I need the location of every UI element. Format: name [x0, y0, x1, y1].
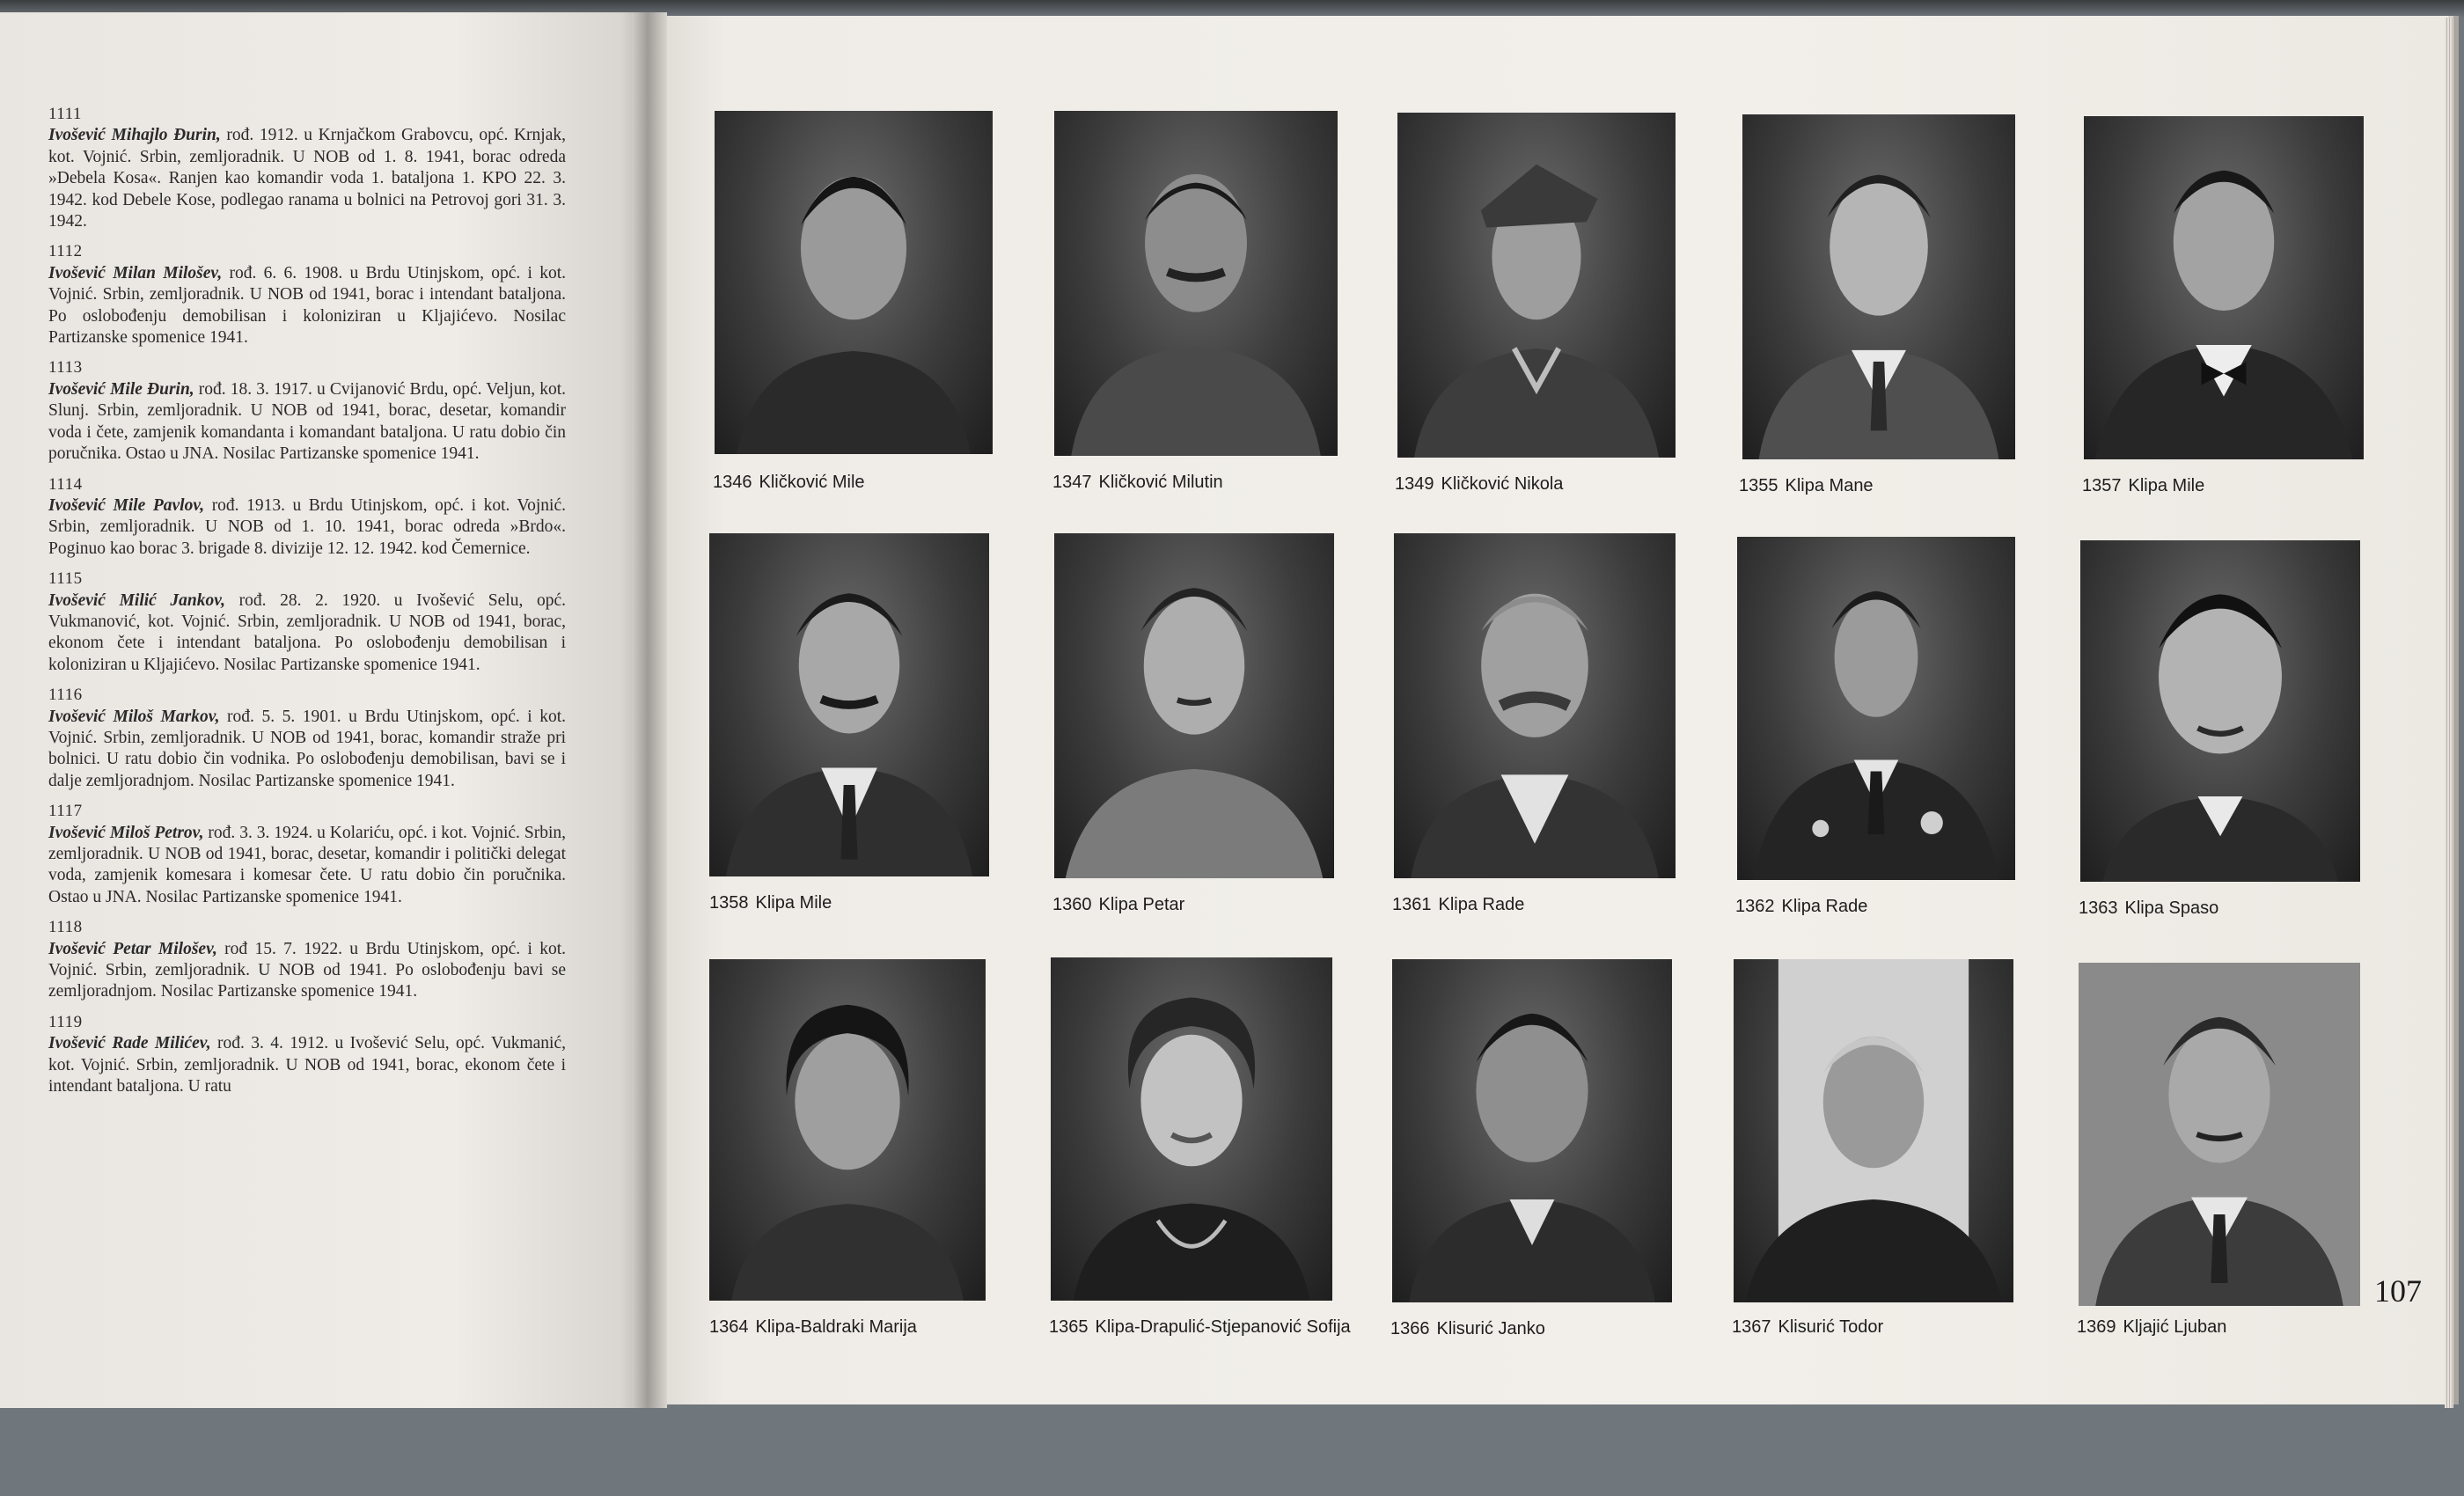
book-gutter [632, 12, 667, 1408]
entry-text [48, 263, 566, 349]
caption-name: Klipa Petar [1098, 895, 1185, 914]
entry-text [48, 1033, 566, 1097]
portrait-photo [709, 959, 986, 1301]
portrait-caption [1739, 475, 2029, 496]
biography-entry [48, 801, 566, 908]
biography-entry [48, 568, 566, 676]
entry-text [48, 707, 566, 793]
caption-name: Klipa-Baldraki Marija [755, 1317, 917, 1337]
portrait-photo [1737, 537, 2015, 880]
page-number: 107 [2374, 1273, 2422, 1309]
caption-name: Kličković Milutin [1098, 473, 1223, 492]
entry-text [48, 590, 566, 677]
caption-name: Kljajić Ljuban [2123, 1317, 2227, 1337]
caption-number: 1346 [713, 473, 752, 492]
portrait-photo [1054, 111, 1338, 456]
caption-number: 1357 [2082, 476, 2122, 495]
caption-number: 1349 [1395, 474, 1434, 494]
entry-text [48, 495, 566, 560]
portrait-caption [713, 472, 1003, 493]
caption-name: Klipa Mile [2128, 476, 2205, 495]
entry-name: Ivošević Miloš Petrov, [48, 823, 204, 842]
caption-number: 1366 [1390, 1319, 1430, 1338]
entry-text [48, 823, 566, 909]
entry-body: rođ. 28. 2. 1920. u Ivošević Selu, opć. Vukmanović, kot. Vojnić. Srbin, zemljoradnik. U NOB od 1941, borac, ekonom čete i intendant bataljona. Po oslobođenju demobilisan i koloniziran u Kljajićevo. Nosilac Partizanske spomenice 1941. [48, 590, 566, 674]
entry-text [48, 125, 566, 232]
entry-name: Ivošević Mile Pavlov, [48, 495, 205, 515]
biography-entry [48, 685, 566, 792]
entry-name: Ivošević Miloš Markov, [48, 707, 220, 726]
caption-number: 1361 [1392, 895, 1432, 914]
biography-entry [48, 917, 566, 1003]
portrait-photo [2080, 540, 2360, 882]
portrait-caption [1052, 894, 1343, 915]
portrait-photo [1734, 959, 2013, 1302]
entry-text [48, 379, 566, 466]
biography-entry [48, 474, 566, 561]
entry-number: 1113 [48, 358, 83, 378]
caption-number: 1365 [1049, 1317, 1089, 1337]
entry-name: Ivošević Milić Jankov, [48, 590, 226, 610]
caption-name: Klisurić Janko [1436, 1319, 1545, 1338]
portrait-photo [1054, 533, 1334, 878]
portrait-photo [709, 533, 989, 876]
entry-body: rođ. 3. 4. 1912. u Ivošević Selu, opć. Vukmanić, kot. Vojnić. Srbin, zemljoradnik. U NOB od 1941, borac, ekonom čete i intendant bataljona. U ratu [48, 1034, 566, 1096]
entry-text [48, 939, 566, 1003]
entry-body: rođ. 5. 5. 1901. u Brdu Utinjskom, opć. i kot. Vojnić. Srbin, zemljoradnik. U NOB od 1941, borac, komandir straže pri bolnici. U ratu dobio čin vodnika. Po oslobođenju demobilisan, bavi se i dalje zemljoradnjom. Nosilac Partizanske spomenice 1941. [48, 707, 567, 790]
caption-number: 1358 [709, 893, 749, 913]
caption-number: 1363 [2079, 898, 2118, 918]
entry-name: Ivošević Milan Milošev, [48, 263, 223, 282]
portrait-photo [1394, 533, 1676, 878]
portrait-photo [2084, 116, 2364, 459]
entry-name: Ivošević Rade Milićev, [48, 1034, 211, 1053]
entry-number: 1118 [48, 918, 83, 937]
caption-name: Klipa Rade [1781, 897, 1868, 916]
entry-body: rođ. 3. 3. 1924. u Kolariću, opć. i kot. Vojnić. Srbin, zemljoradnik. U NOB od 1941, borac, desetar, komandir i politički delegat voda, zamjenik komesara i komesar čete. U ratu dobio čin poručnika. Ostao u JNA. Nosilac Partizanske spomenice 1941. [48, 823, 566, 906]
portrait-caption [1049, 1316, 1366, 1338]
portrait-photo [1051, 957, 1332, 1301]
entry-body: rođ. 1913. u Brdu Utinjskom, opć. i kot. Vojnić. Srbin, zemljoradnik. U NOB od 1. 10. 1941, borac odreda »Brdo«. Poginuo kao borac 3. brigade 8. divizije 12. 12. 1942. kod Čemernice. [48, 495, 566, 558]
caption-name: Kličković Mile [759, 473, 865, 492]
portrait-photo [2079, 963, 2360, 1306]
portrait-caption [1052, 472, 1343, 493]
entry-body: rođ 15. 7. 1922. u Brdu Utinjskom, opć. i kot. Vojnić. Srbin, zemljoradnik. U NOB od 1941. Po oslobođenju bavi se zemljoradnjom. Nosilac Partizanske spomenice 1941. [48, 939, 566, 1001]
portrait-caption [709, 892, 1000, 913]
biography-entry [48, 241, 566, 348]
caption-number: 1355 [1739, 476, 1778, 495]
entry-number: 1117 [48, 802, 83, 821]
caption-number: 1367 [1732, 1317, 1771, 1337]
entry-name: Ivošević Mile Đurin, [48, 379, 194, 399]
caption-number: 1347 [1052, 473, 1092, 492]
portrait-photo [1742, 114, 2015, 459]
biography-column [48, 104, 566, 1106]
entry-number: 1115 [48, 569, 83, 589]
entry-name: Ivošević Mihajlo Đurin, [48, 126, 221, 145]
caption-name: Klipa Mile [755, 893, 832, 913]
portrait-caption [2082, 475, 2372, 496]
entry-number: 1111 [48, 105, 82, 123]
caption-name: Klisurić Todor [1778, 1317, 1884, 1337]
portrait-caption [1732, 1316, 2022, 1338]
entry-number: 1114 [48, 474, 83, 494]
portrait-caption [709, 1316, 1000, 1338]
entry-number: 1112 [48, 242, 83, 261]
biography-entry [48, 357, 566, 465]
caption-name: Klipa Rade [1438, 895, 1525, 914]
biography-entry [48, 104, 566, 232]
portrait-caption [2079, 898, 2369, 919]
portrait-photo [715, 111, 993, 454]
entry-number: 1119 [48, 1012, 83, 1031]
caption-number: 1360 [1052, 895, 1092, 914]
caption-number: 1362 [1735, 897, 1775, 916]
portrait-caption [1392, 894, 1683, 915]
portrait-caption [1395, 473, 1685, 495]
entry-body: rođ. 18. 3. 1917. u Cvijanović Brdu, opć. Veljun, kot. Slunj. Srbin, zemljoradnik. U NOB od 1941, borac, desetar, komandir voda i čete, zamjenik komandanta i komandant bataljona. U ratu dobio čin poručnika. Ostao u JNA. Nosilac Partizanske spomenice 1941. [48, 379, 566, 464]
entry-number: 1116 [48, 686, 83, 705]
caption-name: Klipa Mane [1785, 476, 1874, 495]
portrait-caption [1390, 1318, 1681, 1339]
portrait-caption [1735, 896, 2026, 917]
entry-body: rođ. 1912. u Krnjačkom Grabovcu, opć. Krnjak, kot. Vojnić. Srbin, zemljoradnik. U NOB od 1. 8. 1941, borac odreda »Debela Kosa«. Ranjen kao komandir voda 1. bataljona 1. KPO 22. 3. 1942. kod Debele Kose, podlegao ranama u bolnici na Petrovoj gori 31. 3. 1942. [48, 126, 567, 231]
entry-name: Ivošević Petar Milošev, [48, 939, 217, 958]
caption-number: 1369 [2077, 1317, 2116, 1337]
portrait-photo [1397, 113, 1676, 458]
caption-number: 1364 [709, 1317, 749, 1337]
caption-name: Klipa Spaso [2124, 898, 2219, 918]
caption-name: Kličković Nikola [1441, 474, 1564, 494]
caption-name: Klipa-Drapulić-Stjepanović Sofija [1095, 1317, 1351, 1337]
page-edge [2445, 18, 2453, 1408]
portrait-caption [2077, 1316, 2367, 1338]
entry-body: rođ. 6. 6. 1908. u Brdu Utinjskom, opć. i kot. Vojnić. Srbin, zemljoradnik. U NOB od 1941, borac i intendant bataljona. Po oslobođenju demobilisan i koloniziran u Kljajićevo. Nosilac Partizanske spomenice 1941. [48, 263, 567, 348]
portrait-photo [1392, 959, 1672, 1302]
biography-entry [48, 1012, 566, 1098]
